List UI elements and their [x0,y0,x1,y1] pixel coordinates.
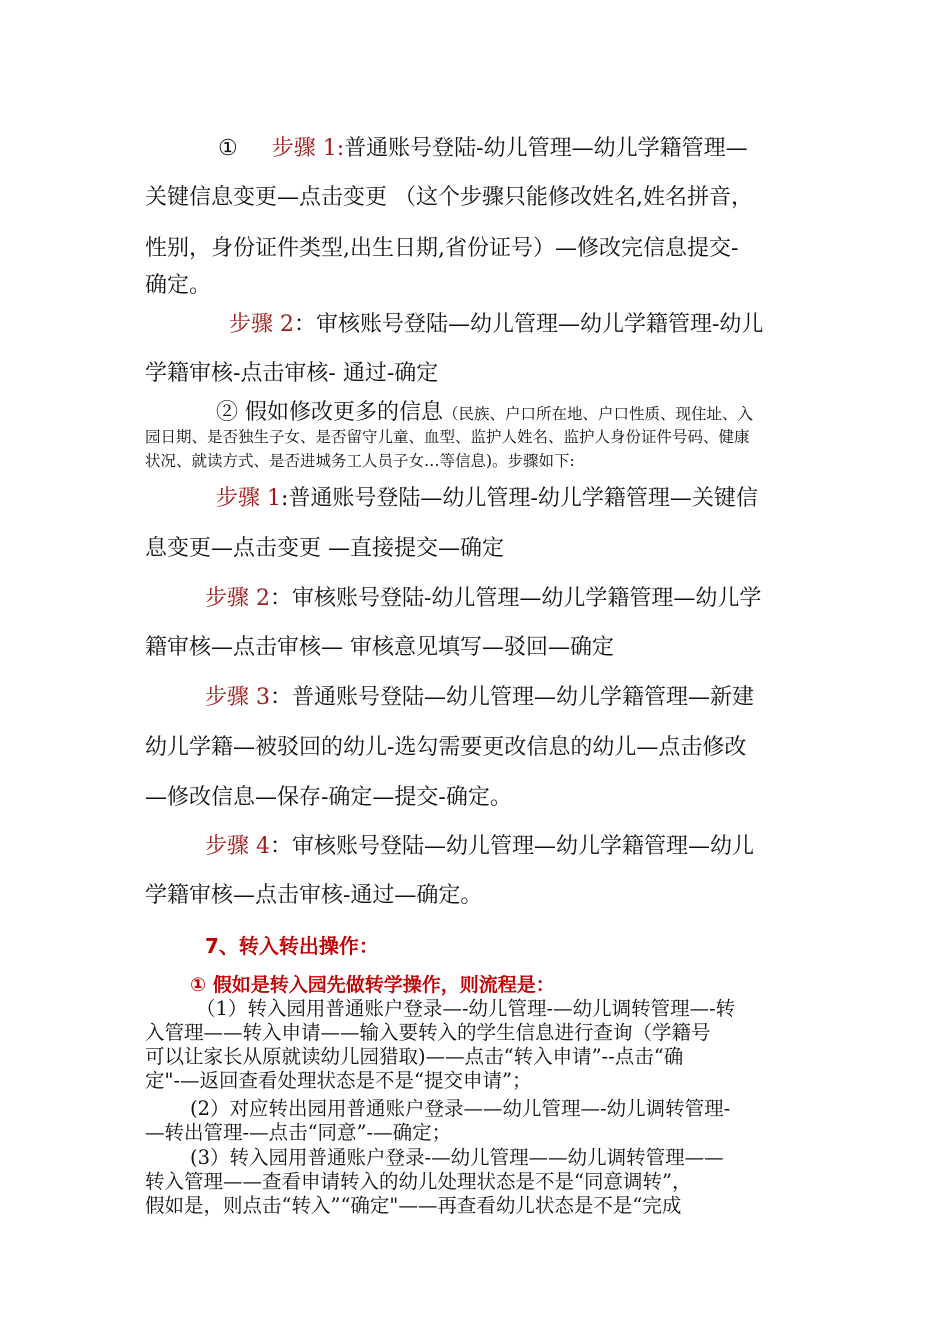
para-line: 性别，身份证件类型,出生日期,省份证号）—修改完信息提交- [145,236,739,261]
step-text: ：审核账号登陆—幼儿管理—幼儿学籍管理—幼儿 [270,834,755,859]
para-line: 转入管理——查看申请转入的幼儿处理状态是不是“同意调转”， [145,1170,692,1193]
step-label: 步骤 4 [205,834,270,859]
para-line: 关键信息变更—点击变更 （这个步骤只能修改姓名,姓名拼音， [145,185,753,210]
para-line: (2）对应转出园用普通账户登录——幼儿管理—-幼儿调转管理- [190,1097,731,1120]
para-line: 可以让家长从原就读幼儿园猎取)——点击“转入申请”--点击“确 [145,1045,684,1068]
step-text: ：审核账号登陆-幼儿管理—幼儿学籍管理—幼儿学 [270,586,762,611]
intro-main: ② 假如修改更多的信息 [216,400,443,425]
step-label: 步骤 2 [205,586,270,611]
intro-paren: （民族、户口所在地、户口性质、现住址、入 [443,405,754,423]
para-line [216,400,753,427]
para-line [205,834,754,860]
para-line: 息变更—点击变更 —直接提交—确定 [145,536,504,561]
para-line: 学籍审核—点击审核-通过—确定。 [145,883,483,908]
para-line: 籍审核—点击审核— 审核意见填写—驳回—确定 [145,635,614,660]
circled-number-1: ① [218,136,238,161]
section-heading: 7、转入转出操作： [205,934,379,958]
para-line: 假如是，则点击“转入”“确定"——再查看幼儿状态是不是“完成 [145,1194,682,1217]
step-text: ：普通账号登陆—幼儿管理—幼儿学籍管理—新建 [270,685,755,710]
para-line: 入管理——转入申请——输入要转入的学生信息进行查询（学籍号 [145,1021,711,1044]
para-line: 确定。 [145,273,212,298]
para-line [216,486,758,512]
para-line: 园日期、是否独生子女、是否留守儿童、血型、监护人姓名、监护人身份证件号码、健康 [145,428,750,446]
step-text: 普通账号登陆-幼儿管理—幼儿学籍管理— [344,136,748,161]
para-line: 状况、就读方式、是否进城务工人员子女…等信息)。步骤如下: [145,452,575,470]
para-line: 幼儿学籍—被驳回的幼儿-选勾需要更改信息的幼儿—点击修改 [145,735,747,760]
para-line: （1）转入园用普通账户登录—-幼儿管理-—幼儿调转管理—-转 [196,997,736,1020]
step-label: 步骤 1: [271,136,345,161]
para-line [229,312,763,338]
para-line [205,685,754,711]
para-line: —转出管理-—点击“同意”-—确定； [145,1121,452,1144]
step-text: ：审核账号登陆—幼儿管理—幼儿学籍管理-幼儿 [294,312,764,337]
para-line: 定"-—返回查看处理状态是不是“提交申请”； [145,1069,532,1092]
para-line: 学籍审核-点击审核- 通过-确定 [145,361,439,386]
step-label: 步骤 2 [229,312,294,337]
para-line: (3）转入园用普通账户登录-—幼儿管理——幼儿调转管理—— [190,1146,724,1169]
para-line [205,586,761,612]
para-line: —修改信息—保存-确定—提交-确定。 [145,785,512,810]
sub-heading: ① 假如是转入园先做转学操作，则流程是： [190,974,555,996]
step-text: :普通账号登陆—幼儿管理-幼儿学籍管理—关键信 [281,486,758,511]
step-label: 步骤 1 [216,486,281,511]
para-line [218,136,748,162]
step-label: 步骤 3 [205,685,270,710]
